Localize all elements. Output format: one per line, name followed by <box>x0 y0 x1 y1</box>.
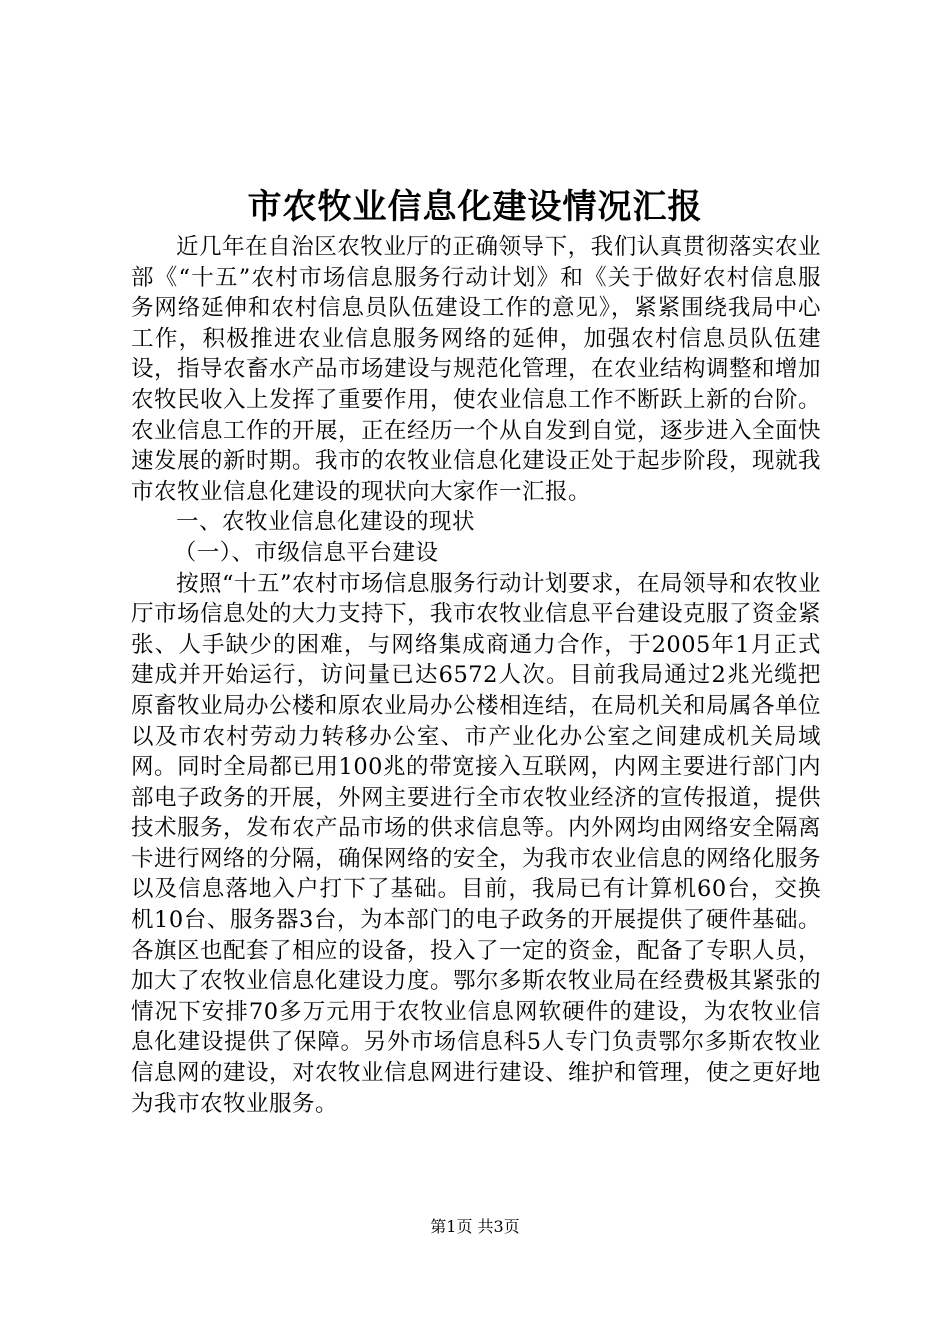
section-heading: 一、农牧业信息化建设的现状 <box>176 509 476 536</box>
document-body <box>131 232 821 1119</box>
document-title: 市农牧业信息化建设情况汇报 <box>247 187 703 227</box>
platform-paragraph: 按照“十五”农村市场信息服务行动计划要求，在局领导和农牧业厅市场信息处的大力支持下，我市农牧业信息平台建设克服了资金紧张、人手缺少的困难，与网络集成商通力合作，于2005年1月正式建成并开始运行，访问量已达6572人次。目前我局通过2兆光缆把原畜牧业局办公楼和原农业局办公楼相连结，在局机关和局属各单位以及市农村劳动力转移办公室、市产业化办公室之间建成机关局域网。同时全局都已用100兆的带宽接入互联网，内网主要进行部门内部电子政务的开展，外网主要进行全市农牧业经济的宣传报道，提供技术服务，发布农产品市场的供求信息等。内外网均由网络安全隔离卡进行网络的分隔，确保网络的安全，为我市农业信息的网络化服务以及信息落地入户打下了基础。目前，我局已有计算机60台，交换机10台、服务器3台，为本部门的电子政务的开展提供了硬件基础。各旗区也配套了相应的设备，投入了一定的资金，配备了专职人员，加大了农牧业信息化建设力度。鄂尔多斯农牧业局在经费极其紧张的情况下安排70多万元用于农牧业信息网软硬件的建设，为农牧业信息化建设提供了保障。另外市场信息科5人专门负责鄂尔多斯农牧业信息网的建设，对农牧业信息网进行建设、维护和管理，使之更好地为我市农牧业服务。 <box>131 570 822 1117</box>
page-footer: 第1页 共3页 <box>430 1217 520 1236</box>
subsection-heading: （一）、市级信息平台建设 <box>173 539 439 566</box>
intro-paragraph: 近几年在自治区农牧业厅的正确领导下，我们认真贯彻落实农业部《“十五”农村市场信息服务行动计划》和《关于做好农村信息服务网络延伸和农村信息员队伍建设工作的意见》，紧紧围绕我局中心工作，积极推进农业信息服务网络的延伸，加强农村信息员队伍建设，指导农畜水产品市场建设与规范化管理，在农业结构调整和增加农牧民收入上发挥了重要作用，使农业信息工作不断跃上新的台阶。农业信息工作的开展，正在经历一个从自发到自觉，逐步进入全面快速发展的新时期。我市的农牧业信息化建设正处于起步阶段，现就我市农牧业信息化建设的现状向大家作一汇报。 <box>131 234 822 505</box>
